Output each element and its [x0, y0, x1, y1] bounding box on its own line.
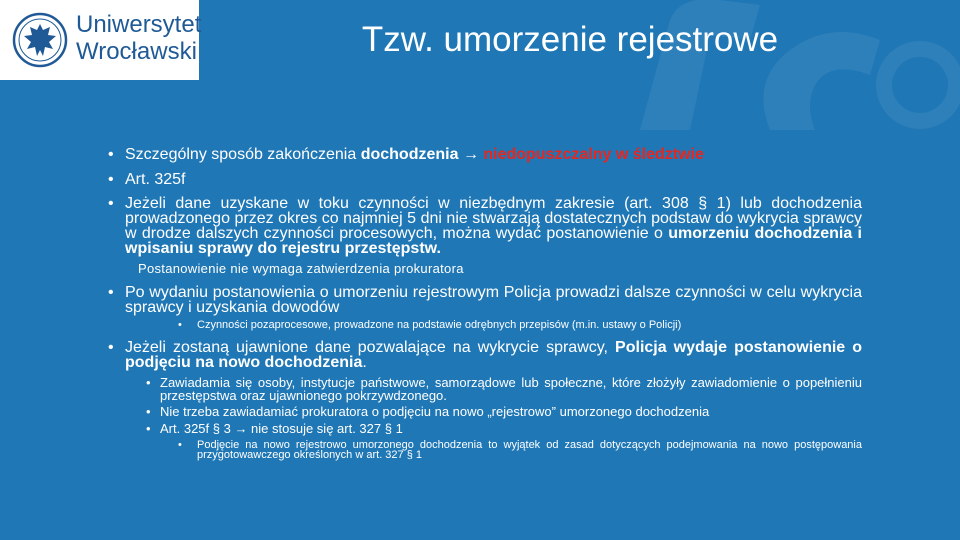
sub-bullet-text: Podjęcie na nowo rejestrowo umorzonego dochodzenia to wyjątek od zasad dotyczących podejmowania na nowo postępowania przygotowawczego określonych w art. 327 § 1	[197, 439, 862, 461]
bullet-text: Szczególny sposób zakończenia dochodzenia → niedopuszczalny w śledztwie	[125, 146, 704, 163]
bullet-text: Art. 325f	[125, 171, 186, 188]
bullet-icon: •	[146, 375, 151, 390]
bullet-text: Jeżeli zostaną ujawnione dane pozwalające na wykrycie sprawcy, Policja wydaje postanowienie o podjęciu na nowo dochodzenia.	[125, 339, 863, 371]
university-name	[76, 11, 201, 65]
sub-bullet-text: Nie trzeba zawiadamiać prokuratora o podjęciu na nowo „rejestrowo” umorzonego dochodzenia	[160, 404, 710, 419]
eagle-crest-icon	[12, 12, 68, 68]
arrow-right-icon: →	[234, 421, 248, 436]
bullet-icon: •	[108, 195, 114, 212]
slide-title: Tzw. umorzenie rejestrowe	[361, 20, 779, 59]
note-text: Postanowienie nie wymaga zatwierdzenia prokuratora	[138, 261, 464, 276]
sub-bullet-text: Art. 325f § 3 → nie stosuje się art. 327 § 1	[160, 421, 403, 436]
bullet-icon: •	[178, 319, 182, 331]
sub-bullet-text: Zawiadamia się osoby, instytucje państwowe, samorządowe lub społeczne, które złożyły zawiadomienie o popełnieniu przestępstwa oraz ujawnionego pokrzywdzonego.	[160, 375, 862, 403]
bullet-icon: •	[108, 171, 114, 188]
bullet-text: Jeżeli dane uzyskane w toku czynności w niezbędnym zakresie (art. 308 § 1) lub dochodzenia prowadzonego przez okres co najmniej 5 dni nie stwarzają dostatecznych podstaw do wykrycia sprawcy w drodze dalszych czynności procesowych, można wydać postanowienie o umorzeniu dochodzenia i wpisaniu sprawy do rejestru przestępstw.	[125, 195, 863, 257]
bullet-icon: •	[108, 146, 114, 163]
university-logo	[0, 0, 202, 80]
arrow-right-icon: →	[462, 146, 479, 163]
bullet-icon: •	[108, 339, 114, 356]
bullet-icon: •	[178, 439, 182, 451]
bullet-icon: •	[146, 421, 151, 436]
sub-bullet-text: Czynności pozaprocesowe, prowadzone na podstawie odrębnych przepisów (m.in. ustawy o Policji)	[197, 319, 682, 331]
bullet-text: Po wydaniu postanowienia o umorzeniu rejestrowym Policja prowadzi dalsze czynności w celu wykrycia sprawcy i uzyskania dowodów	[125, 284, 862, 316]
bullet-icon: •	[108, 284, 114, 301]
logo-line-2: Wrocławski	[76, 38, 197, 65]
logo-line-1: Uniwersytet	[76, 11, 202, 38]
bullet-icon: •	[146, 404, 151, 419]
